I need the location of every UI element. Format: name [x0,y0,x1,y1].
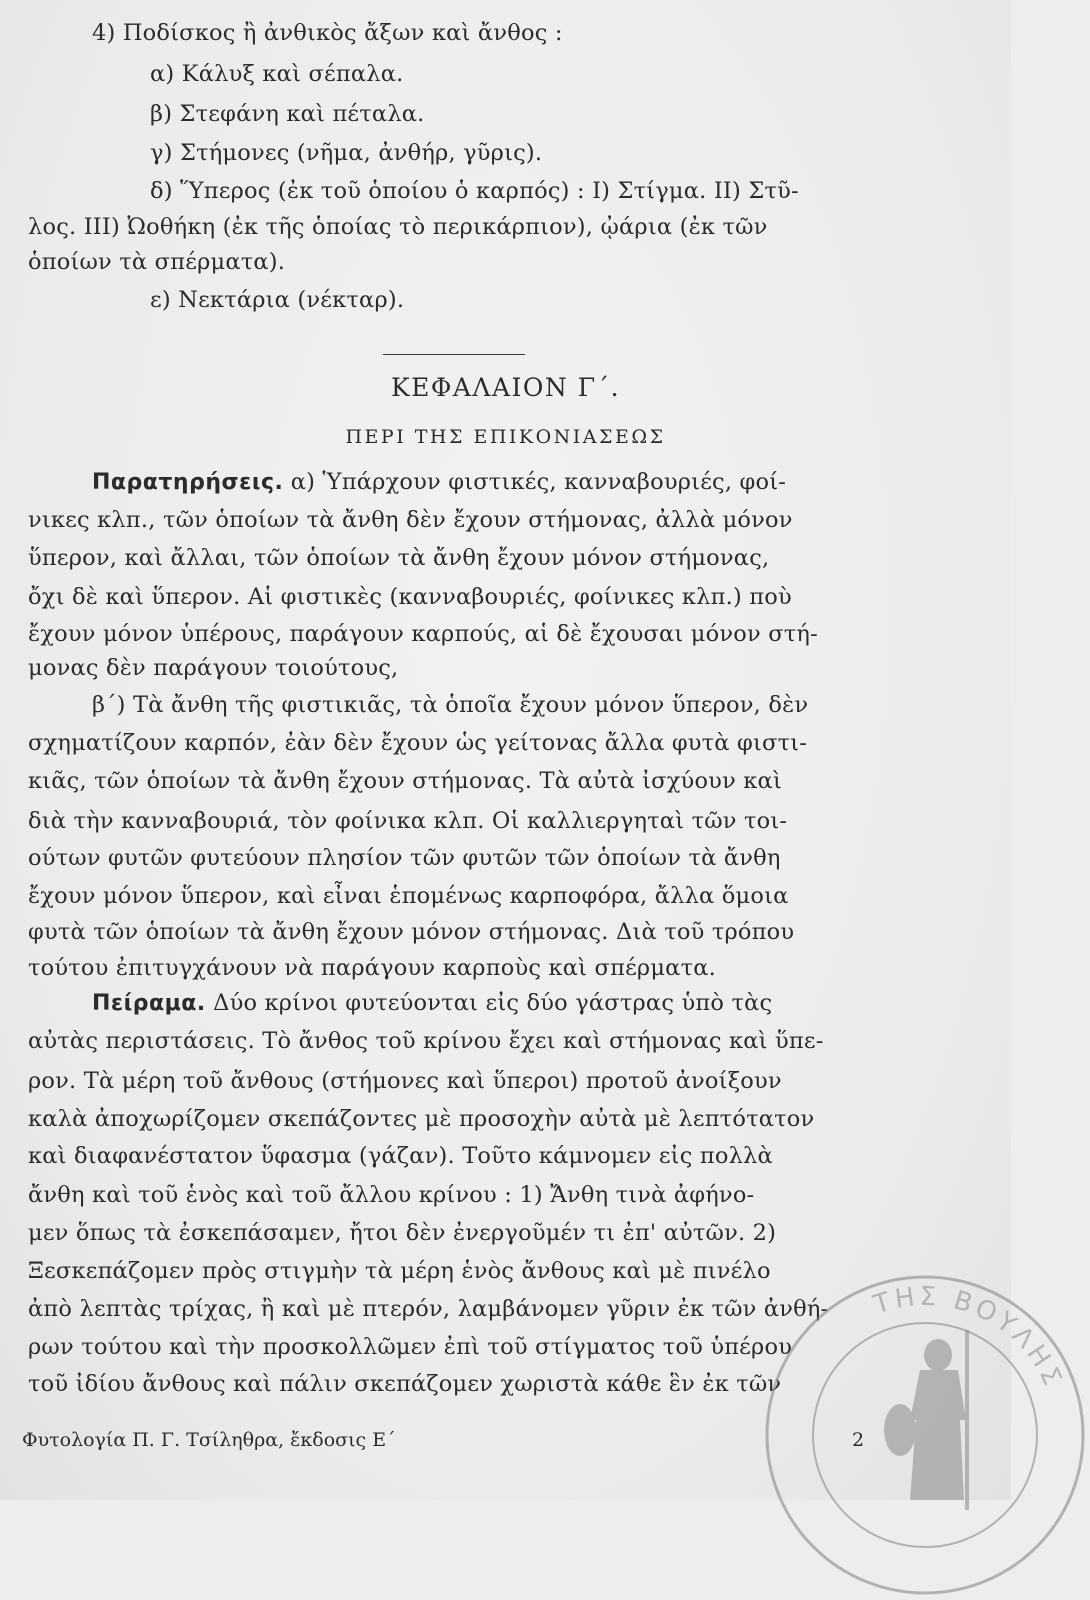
observations-line-1 [92,467,786,498]
observations-b-line-1: β΄) Τὰ ἄνθη τῆς φιστικιᾶς, τὰ ὁποῖα ἔχουν μόνον ὕπερον, δὲν [92,692,809,718]
chapter-title: ΚΕΦΑΛΑΙΟΝ Γ΄. [390,373,621,402]
observations-b-line-8: τούτου ἐπιτυγχάνουν νὰ παράγουν καρποὺς καὶ σπέρματα. [28,955,716,981]
experiment-line-1 [92,988,772,1019]
experiment-line-11: τοῦ ἰδίου ἄνθους καὶ πάλιν σκεπάζομεν χωριστὰ κάθε ἓν ἐκ τῶν [28,1371,782,1397]
observations-line-2: νικες κλπ., τῶν ὁποίων τὰ ἄνθη δὲν ἔχουν στήμονας, ἀλλὰ μόνον [28,507,793,533]
list-header: 4) Ποδίσκος ἢ ἀνθικὸς ἄξων καὶ ἄνθος : [92,20,563,46]
experiment-line-2: αὐτὰς περιστάσεις. Τὸ ἄνθος τοῦ κρίνου ἔχει καὶ στήμονας καὶ ὕπε- [28,1028,824,1054]
section-divider [383,354,525,355]
list-item-a: α) Κάλυξ καὶ σέπαλα. [150,61,404,87]
observations-b-line-2: σχηματίζουν καρπόν, ἐὰν δὲν ἔχουν ὡς γείτονας ἄλλα φυτὰ φιστι- [28,730,808,756]
observations-line-6: μονας δὲν παράγουν τοιούτους, [28,655,399,681]
experiment-line-5: καὶ διαφανέστατον ὕφασμα (γάζαν). Τοῦτο κάμνομεν εἰς πολλὰ [28,1143,773,1169]
observations-b-line-6: ἔχουν μόνον ὕπερον, καὶ εἶναι ἑπομένως καρποφόρα, ἄλλα ὅμοια [28,883,789,909]
observations-line-4: ὄχι δὲ καὶ ὕπερον. Αἱ φιστικὲς (κανναβουριές, φοίνικες κλπ.) ποὺ [28,584,792,610]
list-item-d-line3: ὁποίων τὰ σπέρματα). [28,249,286,275]
observations-heading: Παρατηρήσεις. [92,470,284,495]
experiment-line-10: ρων τούτου καὶ τὴν προσκολλῶμεν ἐπὶ τοῦ στίγματος τοῦ ὑπέρου [28,1334,793,1360]
experiment-line-6: ἄνθη καὶ τοῦ ἑνὸς καὶ τοῦ ἄλλου κρίνου : 1) Ἄνθη τινὰ ἀφήνο- [28,1182,755,1208]
experiment-text: Δύο κρίνοι φυτεύονται εἰς δύο γάστρας ὑπὸ τὰς [205,990,773,1016]
chapter-subtitle: ΠΕΡΙ ΤΗΣ ΕΠΙΚΟΝΙΑΣΕΩΣ [345,426,666,448]
list-item-e: ε) Νεκτάρια (νέκταρ). [150,287,405,313]
observations-line-5: ἔχουν μόνον ὑπέρους, παράγουν καρπούς, αἱ δὲ ἔχουσαι μόνον στή- [28,621,818,647]
experiment-line-7: μεν ὅπως τὰ ἐσκεπάσαμεν, ἤτοι δὲν ἐνεργοῦμέν τι ἐπ' αὐτῶν. 2) [28,1220,777,1246]
stamp-text: ΤΗΣ ΒΟΥΛΗΣ [870,1281,1069,1394]
observations-b-line-3: κιᾶς, τῶν ὁποίων τὰ ἄνθη ἔχουν στήμονας. Τὰ αὐτὰ ἰσχύουν καὶ [28,768,782,794]
experiment-heading: Πείραμα. [92,991,206,1016]
observations-b-line-5: ούτων φυτῶν φυτεύουν πλησίον τῶν φυτῶν τῶν ὁποίων τὰ ἄνθη [28,845,781,871]
list-item-d-line1: δ) Ὕπερος (ἐκ τοῦ ὁποίου ὁ καρπός) : Ι) Στίγμα. ΙΙ) Στῦ- [150,178,799,204]
page-number: 2 [852,1429,865,1451]
experiment-line-9: ἀπὸ λεπτὰς τρίχας, ἢ καὶ μὲ πτερόν, λαμβάνομεν γῦριν ἐκ τῶν ἀνθή- [28,1296,829,1322]
list-item-d-line2: λος. ΙΙΙ) Ὠοθήκη (ἐκ τῆς ὁποίας τὸ περικάρπιον), ᾠάρια (ἐκ τῶν [28,214,768,240]
library-stamp-icon [760,1270,1090,1600]
observations-text: α) Ὑπάρχουν φιστικές, κανναβουριές, φοί- [283,469,787,495]
experiment-line-8: Ξεσκεπάζομεν πρὸς στιγμὴν τὰ μέρη ἑνὸς ἄνθους καὶ μὲ πινέλο [28,1258,771,1284]
observations-b-line-4: διὰ τὴν κανναβουριά, τὸν φοίνικα κλπ. Οἱ καλλιεργηταὶ τῶν τοι- [28,808,788,834]
observations-b-line-7: φυτὰ τῶν ὁποίων τὰ ἄνθη ἔχουν μόνον στήμονας. Διὰ τοῦ τρόπου [28,919,795,945]
list-item-b: β) Στεφάνη καὶ πέταλα. [150,101,425,127]
experiment-line-3: ρον. Τὰ μέρη τοῦ ἄνθους (στήμονες καὶ ὕπεροι) προτοῦ ἀνοίξουν [28,1068,782,1094]
experiment-line-4: καλὰ ἀποχωρίζομεν σκεπάζοντες μὲ προσοχὴν αὐτὰ μὲ λεπτότατον [28,1106,815,1132]
footer-source: Φυτολογία Π. Γ. Τσίληθρα, ἔκδοσις Ε΄ [22,1429,396,1451]
list-item-c: γ) Στήμονες (νῆμα, ἀνθήρ, γῦρις). [150,140,543,166]
observations-line-3: ὕπερον, καὶ ἄλλαι, τῶν ὁποίων τὰ ἄνθη ἔχουν μόνον στήμονας, [28,545,770,571]
